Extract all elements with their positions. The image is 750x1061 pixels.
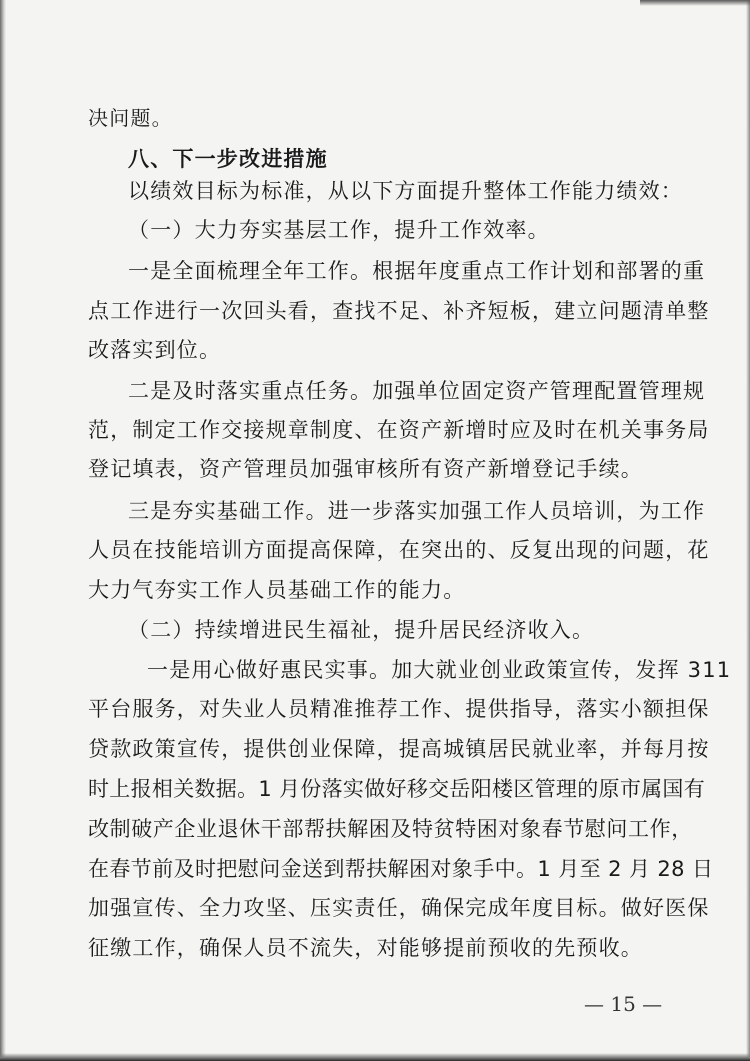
- text-line: 一是全面梳理全年工作。根据年度重点工作计划和部署的重: [128, 259, 706, 283]
- text-line: 决问题。: [88, 106, 173, 130]
- section-heading: 八、下一步改进措施: [128, 147, 328, 171]
- page-number: — 15 —: [584, 992, 663, 1016]
- subsection-heading: （二）持续增进民生福祉，提升居民经济收入。: [128, 618, 595, 642]
- text-line: 大力气夯实工作人员基础工作的能力。: [88, 578, 466, 602]
- text-line: 加强宣传、全力攻坚、压实责任，确保完成年度目标。做好医保: [88, 896, 710, 920]
- text-line: 平台服务，对失业人员精准推荐工作、提供指导，落实小额担保: [88, 697, 710, 721]
- text-line: 征缴工作，确保人员不流失，对能够提前预收的先预收。: [88, 936, 643, 960]
- scan-edge-left: [0, 0, 6, 1061]
- text-line: 二是及时落实重点任务。加强单位固定资产管理配置管理规: [128, 379, 706, 403]
- text-line: 时上报相关数据。1 月份落实做好移交岳阳楼区管理的原市属国有: [88, 777, 706, 801]
- text-line: 改制破产企业退休干部帮扶解困及特贫特困对象春节慰问工作，: [88, 817, 693, 841]
- text-line: 点工作进行一次回头看，查找不足、补齐短板，建立问题清单整: [88, 299, 710, 323]
- text-line: 范，制定工作交接规章制度、在资产新增时应及时在机关事务局: [88, 418, 710, 442]
- text-line: 三是夯实基础工作。进一步落实加强工作人员培训，为工作: [128, 499, 706, 523]
- subsection-heading: （一）大力夯实基层工作，提升工作效率。: [128, 218, 550, 242]
- text-line: 在春节前及时把慰问金送到帮扶解困对象手中。1 月至 2 月 28 日: [88, 857, 714, 881]
- scan-edge-bottom: [0, 1053, 750, 1061]
- text-line: 以绩效目标为标准，从以下方面提升整体工作能力绩效：: [128, 179, 683, 203]
- scan-mark-top: [640, 0, 750, 6]
- text-line: 一是用心做好惠民实事。加大就业创业政策宣传，发挥 311: [147, 658, 732, 682]
- text-line: 人员在技能培训方面提高保障，在突出的、反复出现的问题，花: [88, 538, 710, 562]
- text-line: 登记填表，资产管理员加强审核所有资产新增登记手续。: [88, 457, 643, 481]
- text-line: 改落实到位。: [88, 338, 222, 362]
- text-line: 贷款政策宣传，提供创业保障，提高城镇居民就业率，并每月按: [88, 737, 710, 761]
